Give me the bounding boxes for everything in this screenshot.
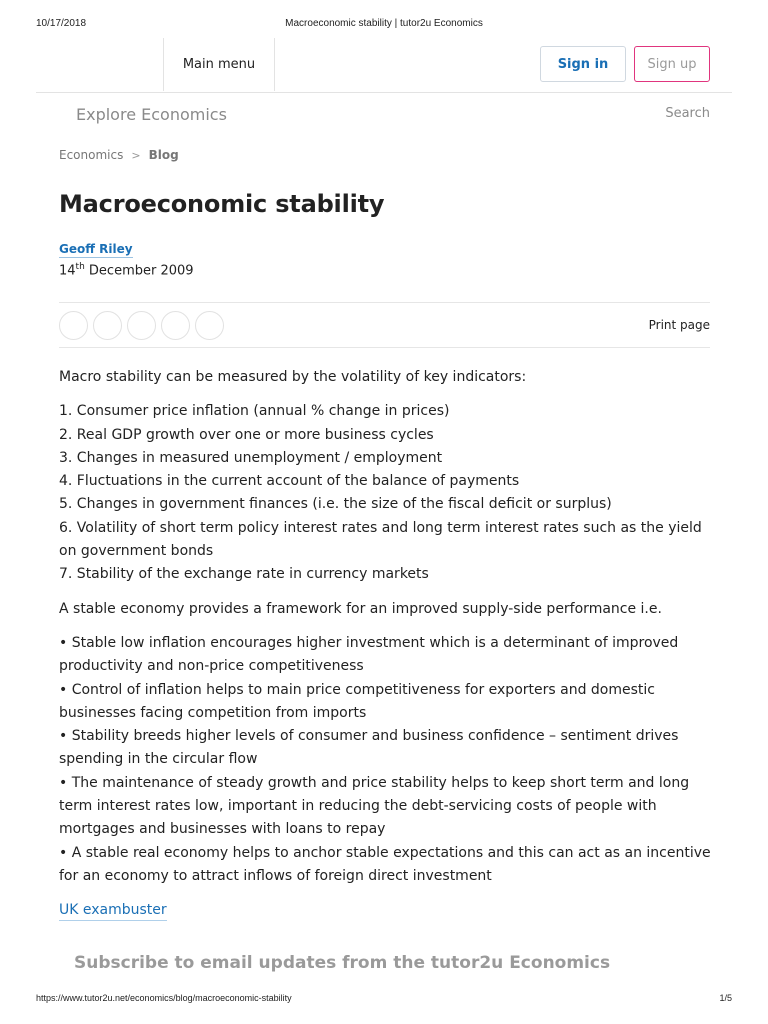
print-date: 10/17/2018	[36, 18, 87, 29]
breadcrumb	[59, 148, 179, 162]
share-icon[interactable]	[59, 311, 88, 340]
uk-exambuster-link[interactable]: UK exambuster	[59, 900, 167, 921]
publish-day: 14	[59, 263, 76, 279]
list-item: 7. Stability of the exchange rate in currency markets	[59, 566, 429, 583]
list-item: • Control of inflation helps to main price competitiveness for exporters and domestic businesses facing competition from imports	[59, 681, 655, 721]
publish-month-year: December 2009	[84, 263, 194, 279]
list-item: • Stability breeds higher levels of consumer and business confidence – sentiment drives spending in the circular flow	[59, 728, 679, 768]
list-item: • A stable real economy helps to anchor stable expectations and this can act as an incentive for an economy to attract inflows of foreign direct investment	[59, 844, 711, 884]
article-title: Macroeconomic stability	[59, 190, 385, 218]
print-header	[36, 18, 732, 32]
framework-paragraph: A stable economy provides a framework for an improved supply-side performance i.e.	[59, 600, 662, 617]
list-item: 4. Fluctuations in the current account of the balance of payments	[59, 473, 520, 490]
list-item: 5. Changes in government finances (i.e. the size of the fiscal deficit or surplus)	[59, 496, 612, 513]
list-item: • Stable low inflation encourages higher investment which is a determinant of improved productivity and non-price competitiveness	[59, 634, 679, 675]
print-page-button[interactable]: Print page	[648, 318, 710, 332]
sign-in-button[interactable]: Sign in	[540, 46, 626, 82]
share-icon[interactable]	[93, 311, 122, 340]
list-item: 1. Consumer price inflation (annual % change in prices)	[59, 403, 450, 420]
publish-date	[59, 262, 194, 278]
share-icon[interactable]	[127, 311, 156, 340]
sign-up-button[interactable]: Sign up	[634, 46, 710, 82]
article-body	[59, 366, 714, 934]
list-item: 6. Volatility of short term policy interest rates and long term interest rates such as the yield on government bonds	[59, 519, 702, 560]
list-item: 2. Real GDP growth over one or more business cycles	[59, 426, 434, 443]
share-icon[interactable]	[161, 311, 190, 340]
publish-day-suffix: th	[75, 262, 85, 272]
print-url: https://www.tutor2u.net/economics/blog/macroeconomic-stability	[36, 993, 292, 1003]
main-menu-button[interactable]: Main menu	[163, 38, 275, 91]
subscribe-heading: Subscribe to email updates from the tutor2u Economics	[74, 953, 611, 973]
breadcrumb-blog[interactable]: Blog	[148, 148, 179, 162]
breadcrumb-economics[interactable]: Economics	[59, 148, 124, 162]
breadcrumb-separator: >	[131, 148, 141, 162]
list-item: 3. Changes in measured unemployment / employment	[59, 449, 443, 466]
search-link[interactable]: Search	[665, 106, 710, 121]
print-page-title: Macroeconomic stability | tutor2u Economics	[285, 18, 483, 29]
print-page-number: 1/5	[719, 993, 732, 1003]
top-navigation-bar	[36, 38, 732, 93]
indicator-list	[59, 400, 714, 586]
explore-economics-link[interactable]: Explore Economics	[76, 105, 227, 124]
intro-paragraph: Macro stability can be measured by the volatility of key indicators:	[59, 369, 527, 385]
share-icon[interactable]	[195, 311, 224, 340]
benefits-list	[59, 632, 714, 888]
share-bar	[59, 302, 710, 348]
author-link[interactable]: Geoff Riley	[59, 242, 133, 256]
list-item: • The maintenance of steady growth and price stability helps to keep short term and long term interest rates low, important in reducing the debt-servicing costs of people with mortgages and businesses with loans to repay	[59, 774, 690, 838]
